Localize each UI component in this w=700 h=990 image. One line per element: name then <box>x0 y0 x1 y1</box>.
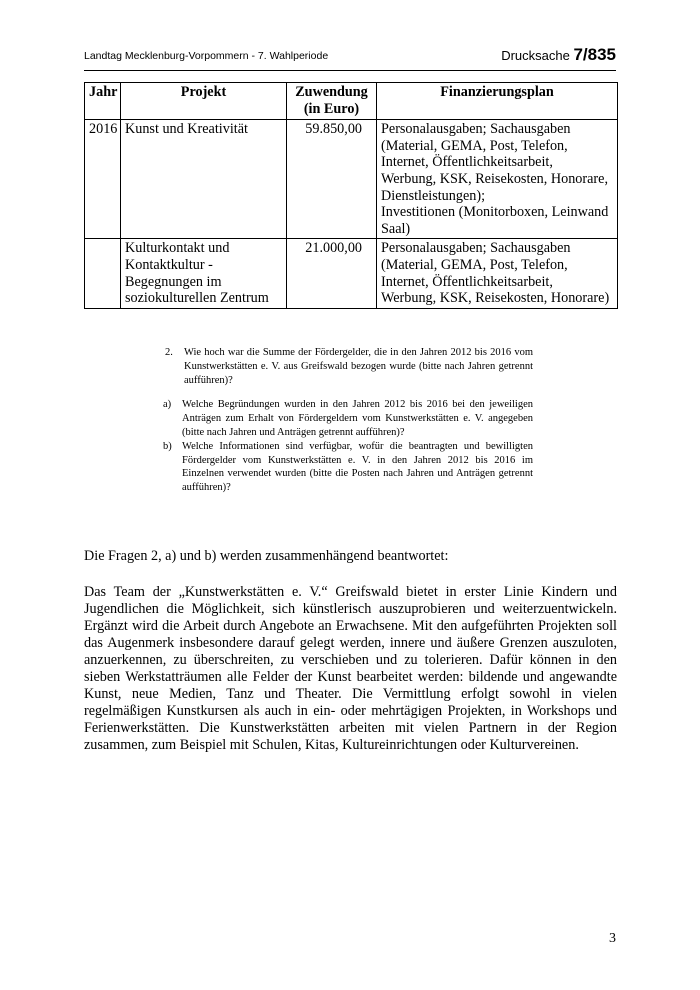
question-2 <box>165 346 533 387</box>
project-line: Kulturkontakt und <box>125 240 230 257</box>
cell-amount: 21.000,00 <box>287 239 377 308</box>
header-funding-line2: (in Euro) <box>303 100 360 117</box>
table-header-row <box>85 83 618 120</box>
project-line: Kunst und Kreativität <box>125 121 248 138</box>
subquestion-text: Welche Informationen sind verfügbar, wofür die beantragten und bewilligten Fördergelder vom Kunstwerkstätten e. V. in den Jahren 2012 bis 2016 im Einzelnen verwendet wurden (bitte die Posten nach Jahren und Anträgen getrennt aufführen)? <box>182 440 533 494</box>
cell-year <box>85 239 121 308</box>
subquestion-label: a) <box>163 399 172 411</box>
question-block <box>165 346 533 495</box>
parliament-label: Landtag Mecklenburg-Vorpommern - 7. Wahlperiode <box>84 50 329 62</box>
cell-project <box>121 120 287 239</box>
plan-line: Werbung, KSK, Reisekosten, Honorare, <box>381 170 608 187</box>
project-line: Begegnungen im <box>125 273 222 290</box>
question-number: 2. <box>165 347 173 358</box>
plan-line: Internet, Öffentlichkeitsarbeit, <box>381 273 553 290</box>
subquestion-b <box>163 440 533 495</box>
header-funding <box>287 83 377 120</box>
plan-line: Werbung, KSK, Reisekosten, Honorare) <box>381 290 610 307</box>
table-row <box>85 120 618 239</box>
answer-body: Das Team der „Kunstwerkstätten e. V.“ Greifswald bietet in erster Linie Kindern und Jugendlichen die Möglichkeit, sich künstlerisch auszuprobieren und weiterzuentwickeln. Ergänzt wird die Arbeit durch Angebote an Erwachsene. Mit den aufgeführten Projekten soll das Augenmerk insbesondere darauf gelegt werden, innere und äußere Grenzen auszuloten, anzuerkennen, zu überschreiten, zu verschieben und zu tolerieren. Dafür können in den sieben Werkstatträumen alle Felder der Kunst bearbeitet werden: bildende und angewandte Kunst, neue Medien, Tanz und Theater. Die Vermittlung erfolgt sowohl in vielen regelmäßigen Kunstkursen als auch in ein- oder mehrtägigen Projekten, in Workshops und Ferienwerkstätten. Die Kunstwerkstätten arbeiten mit vielen Partnern in der Region zusammen, zum Beispiel mit Schulen, Kitas, Kultureinrichtungen oder Kulturvereinen. <box>84 584 617 753</box>
page-number: 3 <box>609 931 616 946</box>
plan-line: Saal) <box>381 220 411 237</box>
document-number <box>501 45 616 65</box>
cell-plan <box>377 120 618 239</box>
document-number-prefix: Drucksache <box>501 48 574 63</box>
plan-line: Dienstleistungen); <box>381 187 486 204</box>
cell-plan <box>377 239 618 308</box>
project-line: Kontaktkultur - <box>125 256 213 273</box>
subquestion-a <box>163 398 533 439</box>
plan-line: Investitionen (Monitorboxen, Leinwand <box>381 204 609 221</box>
plan-line: (Material, GEMA, Post, Telefon, <box>381 137 568 154</box>
document-number-value: 7/835 <box>573 45 616 64</box>
cell-project <box>121 239 287 308</box>
answer-intro: Die Fragen 2, a) und b) werden zusammenhängend beantwortet: <box>84 548 449 564</box>
header-year: Jahr <box>85 83 121 120</box>
header-plan: Finanzierungsplan <box>377 83 618 120</box>
plan-line: Internet, Öffentlichkeitsarbeit, <box>381 154 553 171</box>
subquestion-text: Welche Begründungen wurden in den Jahren 2012 bis 2016 bei den jeweiligen Anträgen zum Erhalt von Fördergeldern vom Kunstwerkstätten e. V. angegeben (bitte nach Jahren und Anträgen getrennt aufführen)? <box>182 399 533 438</box>
cell-year: 2016 <box>85 120 121 239</box>
page-header <box>84 44 616 71</box>
header-funding-line1: Zuwendung <box>295 84 368 100</box>
cell-amount: 59.850,00 <box>287 120 377 239</box>
funding-table <box>84 82 618 309</box>
plan-line: Personalausgaben; Sachausgaben <box>381 121 571 138</box>
plan-line: (Material, GEMA, Post, Telefon, <box>381 256 568 273</box>
header-project: Projekt <box>121 83 287 120</box>
project-line: soziokulturellen Zentrum <box>125 290 269 307</box>
table-row <box>85 239 618 308</box>
question-text: Wie hoch war die Summe der Fördergelder, die in den Jahren 2012 bis 2016 vom Kunstwerkstätten e. V. aus Greifswald bezogen wurde (bitte nach Jahren getrennt aufführen)? <box>184 347 533 386</box>
subquestion-label: b) <box>163 440 172 452</box>
plan-line: Personalausgaben; Sachausgaben <box>381 240 571 257</box>
